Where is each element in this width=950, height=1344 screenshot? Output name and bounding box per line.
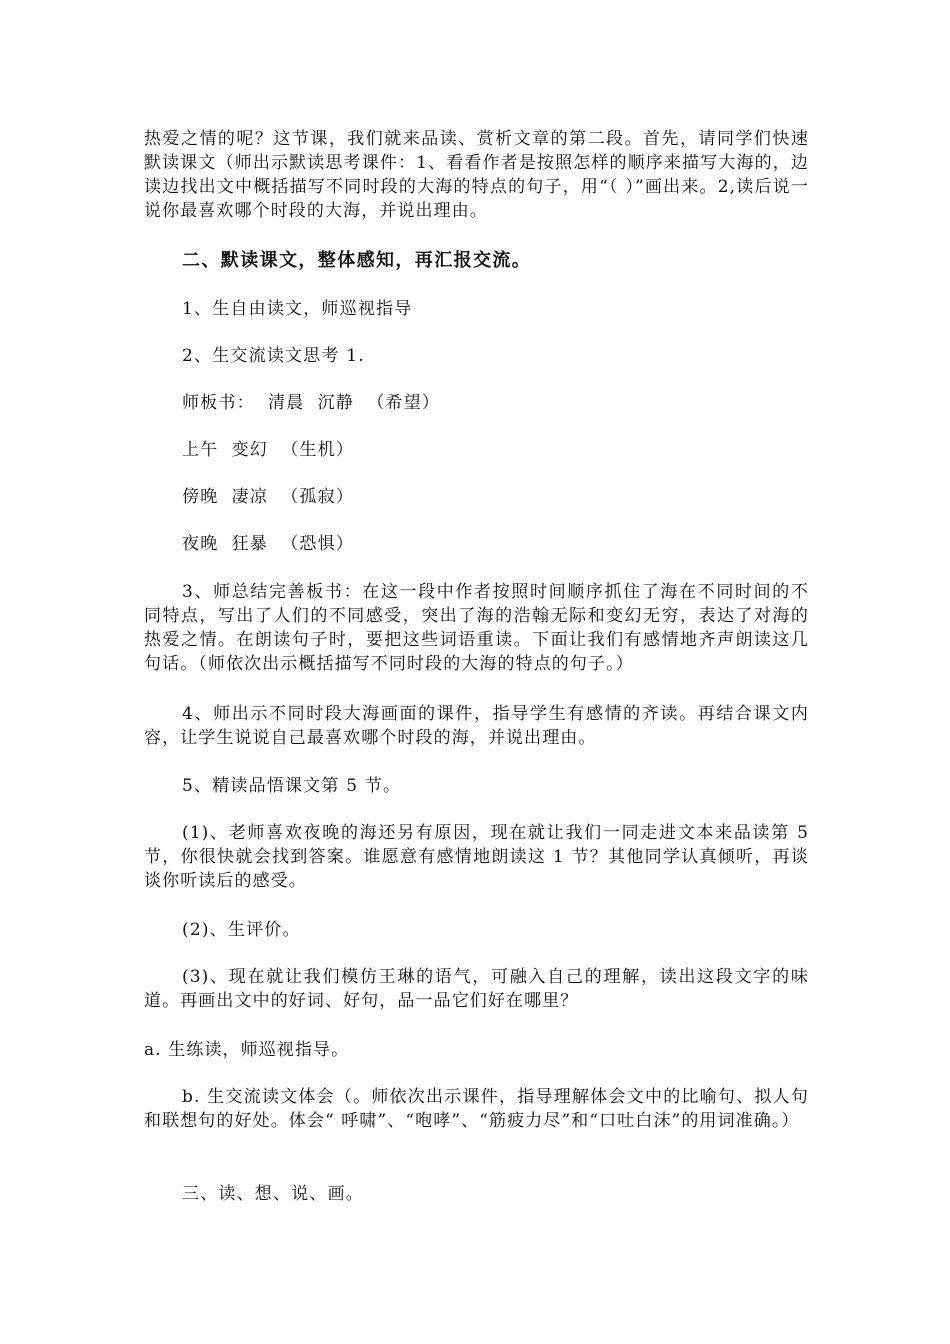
board-line-3: 傍晚 凄凉 （孤寂） [182,487,355,507]
sub-item-1: (1)、老师喜欢夜晚的海还另有原因，现在就让我们一同走进文本来品读第 5 节，你很快就会找到答案。谁愿意有感情地朗读这 1 节？其他同学认真倾听，再谈谈你听读后的感受。 [144,823,809,891]
step-b: b. 生交流读文体会（。师依次出示课件，指导理解体会文中的比喻句、拟人句和联想句的好处。体会“ 呼啸”、“咆哮”、“筋疲力尽”和“口吐白沫”的用词准确。） [144,1087,809,1131]
section-heading-3: 三、读、想、说、画。 [182,1184,364,1204]
board-line-4: 夜晚 狂暴 （恐惧） [182,534,355,554]
board-line-2: 上午 变幻 （生机） [182,440,355,460]
list-item-5: 5、精读品悟课文第 5 节。 [182,776,402,796]
list-item-1: 1、生自由读文，师巡视指导 [182,299,413,319]
sub-item-3: (3)、现在就让我们模仿王琳的语气，可融入自己的理解，读出这段文字的味道。再画出文中的好词、好句，品一品它们好在哪里？ [144,967,809,1011]
section-heading-2: 二、默读课文，整体感知，再汇报交流。 [182,250,532,271]
list-item-2: 2、生交流读文思考 1. [182,346,365,366]
intro-paragraph: 热爱之情的呢？这节课，我们就来品读、赏析文章的第二段。首先，请同学们快速默读课文（师出示默读思考课件：1、看看作者是按照怎样的顺序来描写大海的，边读边找出文中概括描写不同时段的大海的特点的句子，用“（ ）”画出来。2,读后说一说你最喜欢哪个时段的大海，并说出理由。 [144,129,809,221]
list-item-4: 4、师出示不同时段大海画面的课件，指导学生有感情的齐读。再结合课文内容，让学生说说自己最喜欢哪个时段的海，并说出理由。 [144,704,809,748]
board-line-1: 师板书： 清晨 沉静 （希望） [182,393,441,413]
step-a: a. 生练读，师巡视指导。 [144,1040,350,1060]
list-item-3: 3、师总结完善板书：在这一段中作者按照时间顺序抓住了海在不同时间的不同特点，写出了人们的不同感受，突出了海的浩翰无际和变幻无穷，表达了对海的热爱之情。在朗读句子时，要把这些词语重读。下面让我们有感情地齐声朗读这几句话。（师依次出示概括描写不同时段的大海的特点的句子。） [144,582,809,674]
sub-item-2: (2)、生评价。 [182,920,301,940]
